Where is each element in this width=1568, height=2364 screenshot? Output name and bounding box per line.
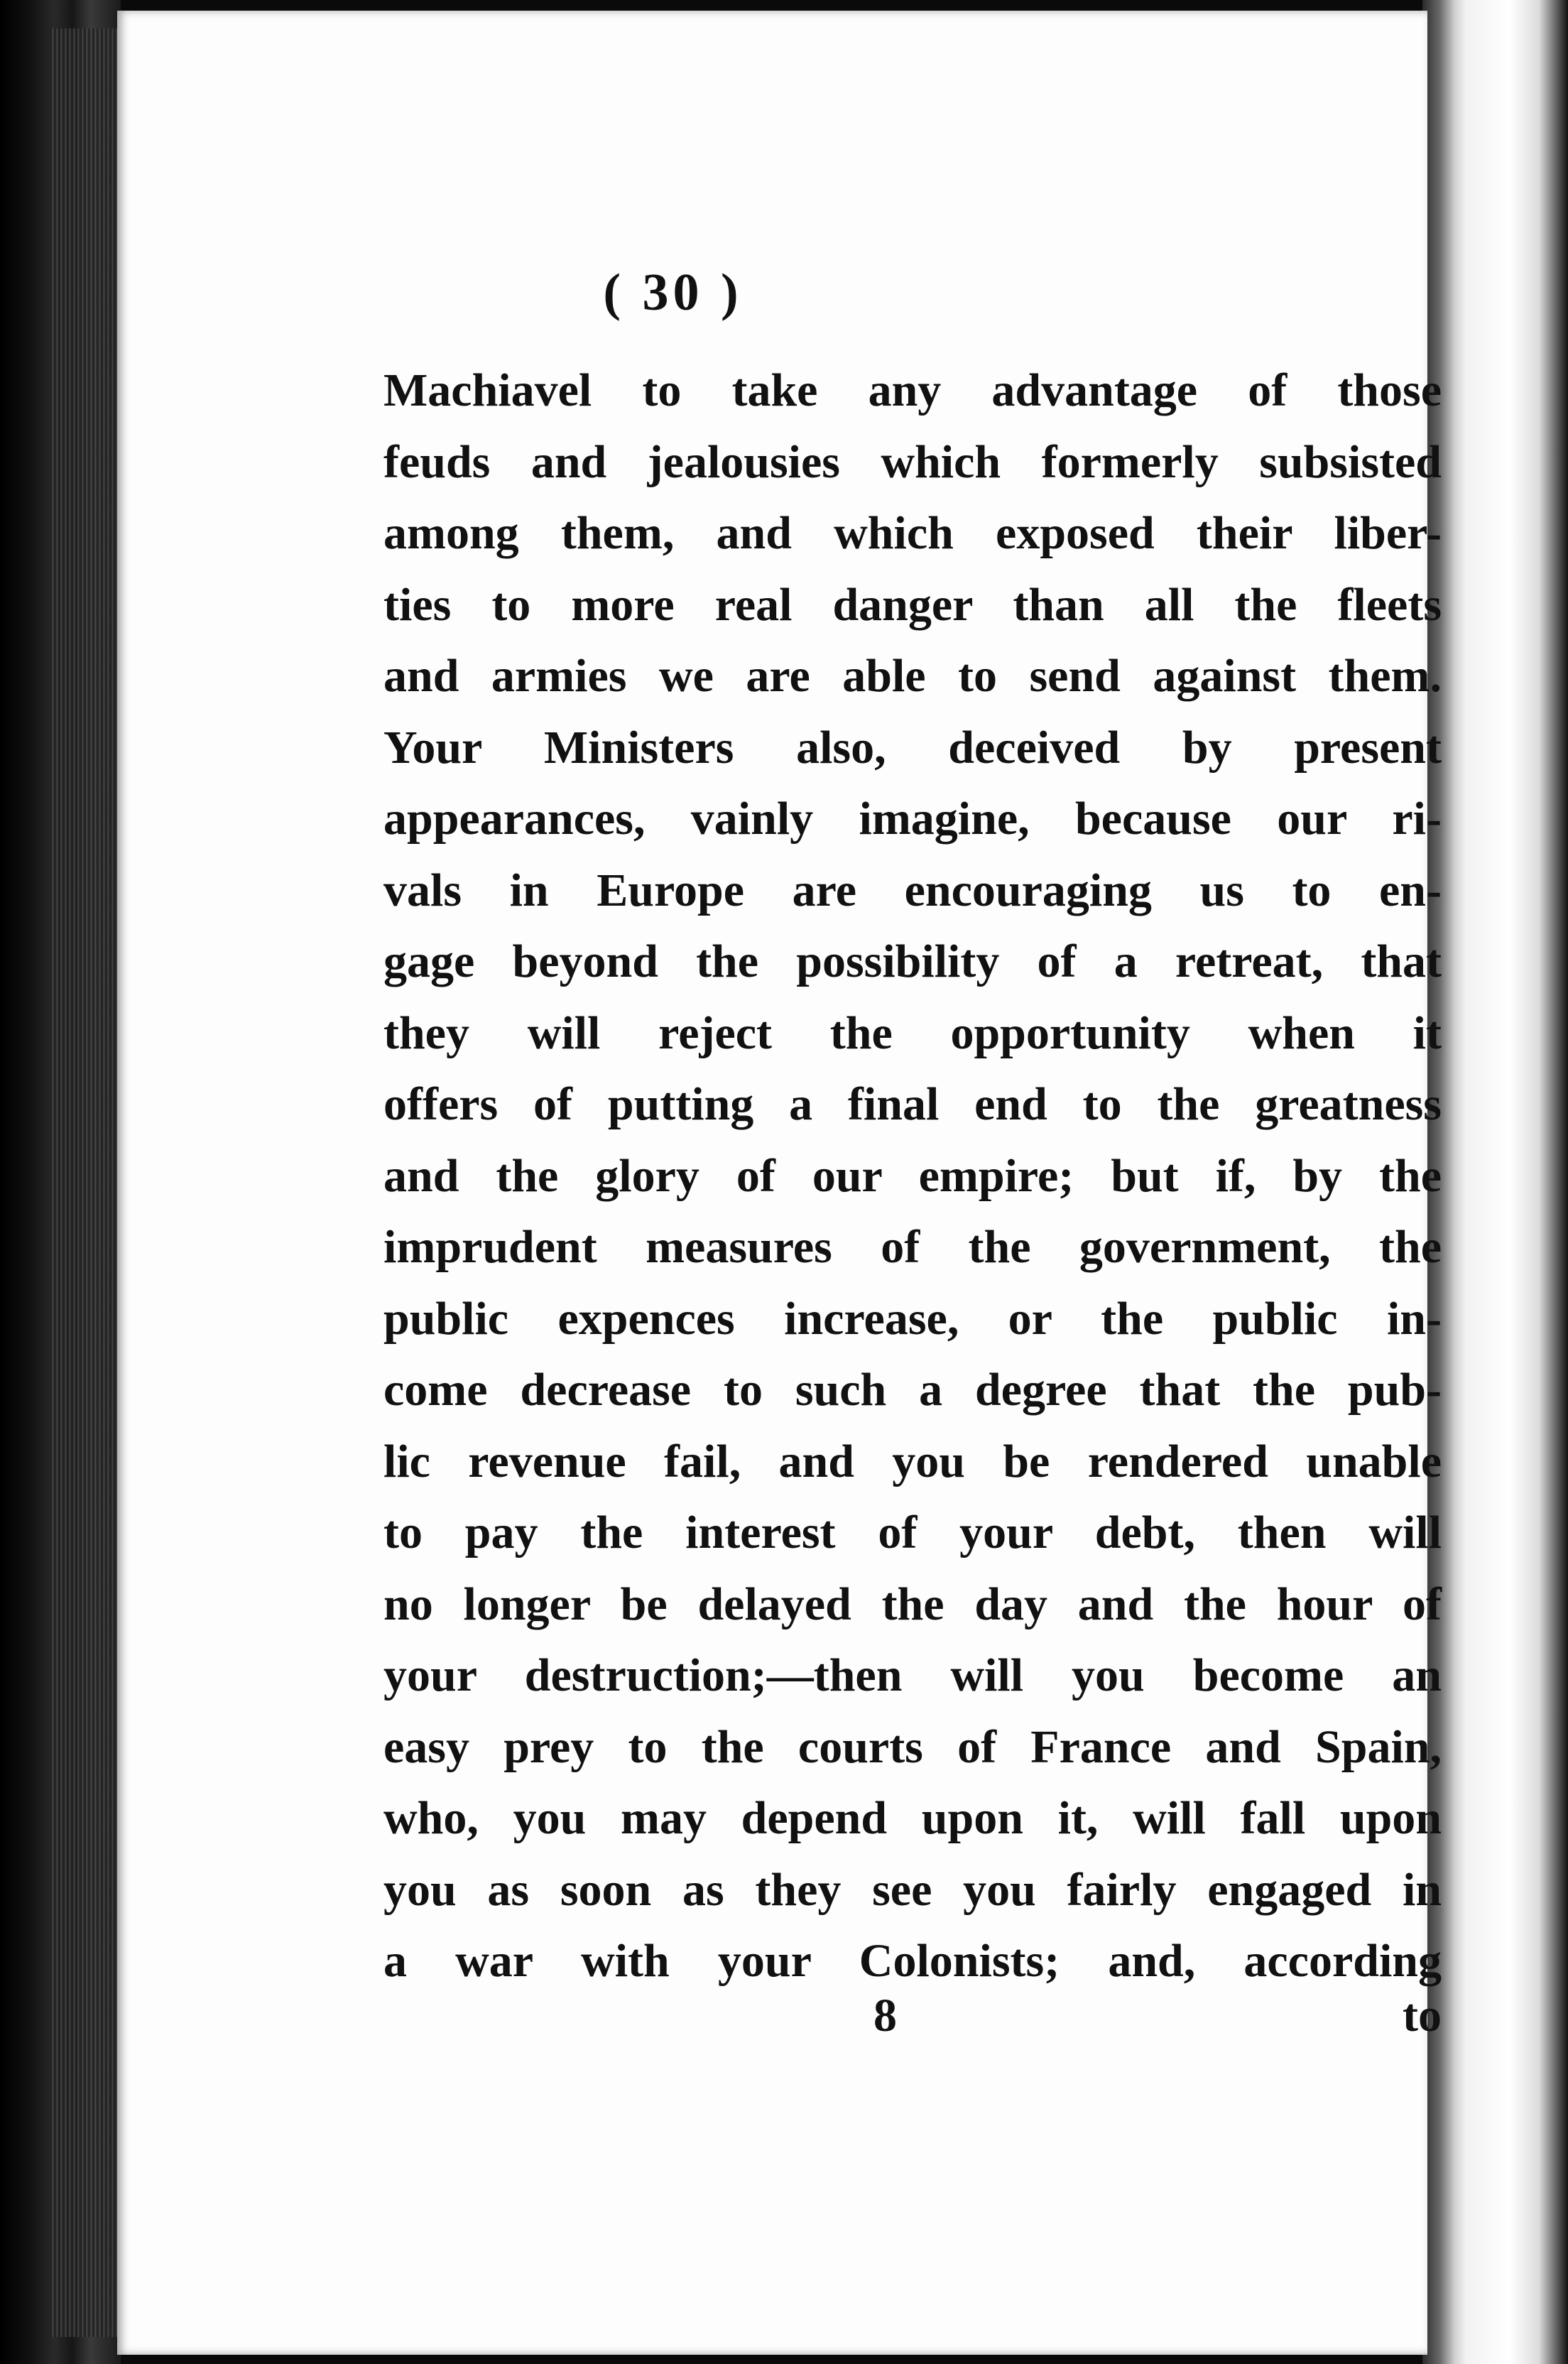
- text-line: to pay the interest of your debt, then will: [383, 1507, 1442, 1558]
- page-number-header: ( 30 ): [603, 264, 743, 322]
- signature-mark: 8: [873, 1990, 897, 2042]
- page-stack-edge: [50, 28, 117, 2337]
- text-line: vals in Europe are encouraging us to en-: [383, 864, 1442, 916]
- text-line: lic revenue fail, and you be rendered unable: [383, 1435, 1442, 1487]
- text-line: they will reject the opportunity when it: [383, 1007, 1442, 1059]
- text-line: no longer be delayed the day and the hour of: [383, 1578, 1442, 1630]
- catchword: to: [1403, 1990, 1442, 2042]
- text-line: a war with your Colonists; and, according: [383, 1935, 1442, 1987]
- text-line: and armies we are able to send against them.: [383, 650, 1442, 702]
- text-line: come decrease to such a degree that the pub-: [383, 1364, 1442, 1416]
- text-line: offers of putting a final end to the greatness: [383, 1078, 1442, 1130]
- text-line: Machiavel to take any advantage of those: [383, 364, 1442, 416]
- facing-page-edge: [1422, 0, 1568, 2364]
- text-line: imprudent measures of the government, the: [383, 1221, 1442, 1273]
- text-line: public expences increase, or the public in-: [383, 1292, 1442, 1345]
- text-line: Your Ministers also, deceived by present: [383, 721, 1442, 774]
- book-spine-edge: [0, 0, 121, 2364]
- text-line: you as soon as they see you fairly engaged in: [383, 1863, 1442, 1916]
- text-line: your destruction;—then will you become an: [383, 1649, 1442, 1701]
- text-line: feuds and jealousies which formerly subsisted: [383, 435, 1442, 488]
- text-line: among them, and which exposed their liber-: [383, 507, 1442, 559]
- body-text: [383, 355, 1442, 1997]
- page-sheet: [117, 11, 1442, 2355]
- text-line: ties to more real danger than all the fleets: [383, 578, 1442, 631]
- text-line: and the glory of our empire; but if, by the: [383, 1149, 1442, 1202]
- page-footer: [383, 1989, 1442, 2053]
- text-line: who, you may depend upon it, will fall upon: [383, 1792, 1442, 1844]
- text-line: gage beyond the possibility of a retreat, that: [383, 936, 1442, 987]
- text-line: easy prey to the courts of France and Spain,: [383, 1720, 1442, 1773]
- text-line: appearances, vainly imagine, because our ri-: [383, 793, 1442, 845]
